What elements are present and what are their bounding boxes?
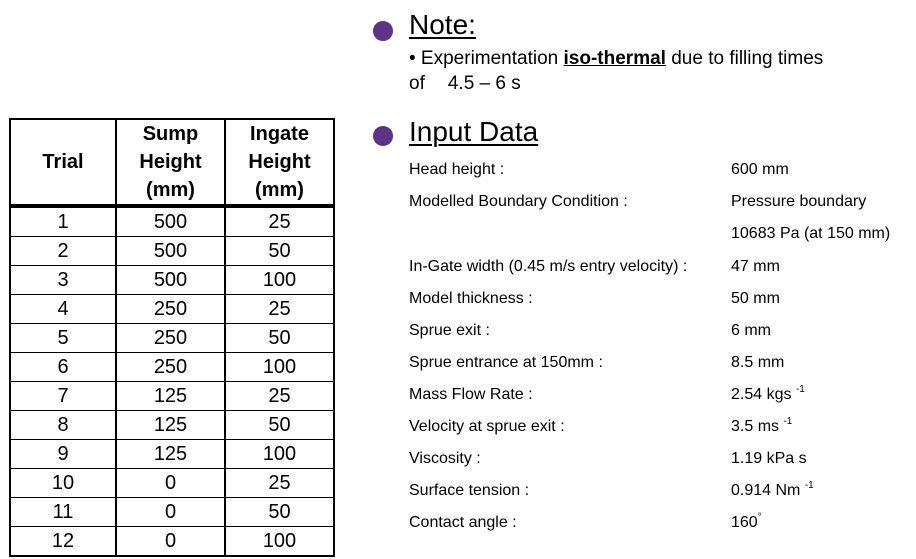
trial-cell: 11 bbox=[10, 498, 116, 527]
note-bullet-icon bbox=[373, 21, 393, 41]
ingate-height-cell: 50 bbox=[225, 237, 334, 266]
input-data-row bbox=[409, 350, 909, 376]
input-data-label: Viscosity : bbox=[409, 450, 481, 467]
input-data-bullet-icon bbox=[373, 126, 393, 146]
ingate-height-cell: 100 bbox=[225, 527, 334, 557]
input-data-label: Head height : bbox=[409, 161, 505, 178]
input-data-label: Modelled Boundary Condition : bbox=[409, 193, 628, 210]
input-data-value: 1.19 kPa s bbox=[731, 450, 807, 467]
input-data-row bbox=[409, 446, 909, 472]
trial-cell: 2 bbox=[10, 237, 116, 266]
input-data-row bbox=[409, 318, 909, 344]
sump-height-cell: 0 bbox=[116, 498, 225, 527]
input-data-value: 2.54 kgs $^{-1}$ bbox=[731, 384, 805, 403]
input-data-row bbox=[409, 478, 909, 504]
table-row bbox=[10, 324, 334, 353]
trial-cell: 6 bbox=[10, 353, 116, 382]
trial-cell: 10 bbox=[10, 469, 116, 498]
sump-height-cell: 0 bbox=[116, 469, 225, 498]
input-data-value: 50 mm bbox=[731, 290, 780, 307]
table-header-row bbox=[10, 119, 334, 206]
unit-superscript: -1 bbox=[783, 416, 793, 427]
sump-height-cell: 250 bbox=[116, 324, 225, 353]
input-data-value: 3.5 ms $^{-1}$ bbox=[731, 416, 793, 435]
note-iso-thermal: iso-thermal bbox=[563, 48, 666, 69]
ingate-height-cell: 100 bbox=[225, 266, 334, 295]
ingate-height-cell: 50 bbox=[225, 324, 334, 353]
ingate-height-cell: 25 bbox=[225, 469, 334, 498]
input-data-row bbox=[409, 189, 909, 215]
table-row bbox=[10, 382, 334, 411]
input-data-value: 10683 Pa (at 150 mm) bbox=[731, 225, 891, 242]
input-data-label: Surface tension : bbox=[409, 482, 530, 499]
sump-height-cell: 125 bbox=[116, 382, 225, 411]
input-data-label: Contact angle : bbox=[409, 514, 517, 531]
trial-cell: 12 bbox=[10, 527, 116, 557]
input-data-value: 8.5 mm bbox=[731, 354, 785, 371]
note-line-2: of 4.5 – 6 s bbox=[409, 73, 521, 94]
sump-height-cell: 125 bbox=[116, 411, 225, 440]
sump-height-cell: 500 bbox=[116, 206, 225, 237]
ingate-height-cell: 50 bbox=[225, 498, 334, 527]
sump-height-cell: 125 bbox=[116, 440, 225, 469]
trial-cell: 5 bbox=[10, 324, 116, 353]
input-data-value: 0.914 Nm $^{-1}$ bbox=[731, 480, 814, 499]
trial-cell: 1 bbox=[10, 206, 116, 237]
input-data-value: 600 mm bbox=[731, 161, 789, 178]
table-row bbox=[10, 469, 334, 498]
input-data-row bbox=[409, 414, 909, 440]
input-data-value: Pressure boundary bbox=[731, 193, 867, 210]
sump-height-cell: 0 bbox=[116, 527, 225, 557]
note-line-1: • Experimentation iso-thermal due to filling times bbox=[409, 48, 824, 69]
header-sump-height: Sump Height (mm) bbox=[116, 119, 225, 206]
table-row bbox=[10, 266, 334, 295]
table-row bbox=[10, 440, 334, 469]
filling-time-range: 4.5 – 6 s bbox=[447, 73, 521, 94]
input-data-row bbox=[409, 221, 909, 247]
trial-cell: 8 bbox=[10, 411, 116, 440]
trial-cell: 9 bbox=[10, 440, 116, 469]
input-data-row bbox=[409, 254, 909, 280]
sump-height-cell: 250 bbox=[116, 353, 225, 382]
input-data-row bbox=[409, 157, 909, 183]
input-data-value: 6 mm bbox=[731, 322, 771, 339]
trial-cell: 4 bbox=[10, 295, 116, 324]
sump-height-cell: 250 bbox=[116, 295, 225, 324]
table-row bbox=[10, 411, 334, 440]
input-data-label: In-Gate width (0.45 m/s entry velocity) : bbox=[409, 258, 688, 275]
note-heading: Note: bbox=[409, 9, 476, 40]
input-data-row bbox=[409, 510, 909, 536]
input-data-label: Velocity at sprue exit : bbox=[409, 418, 565, 435]
ingate-height-cell: 25 bbox=[225, 382, 334, 411]
trial-cell: 3 bbox=[10, 266, 116, 295]
table-row bbox=[10, 527, 334, 557]
trial-table bbox=[9, 118, 335, 557]
input-data-heading: Input Data bbox=[409, 116, 539, 147]
header-ingate-height: Ingate Height (mm) bbox=[225, 119, 334, 206]
input-data-label: Model thickness : bbox=[409, 290, 533, 307]
header-trial: Trial bbox=[10, 119, 116, 206]
table-row bbox=[10, 237, 334, 266]
input-data-label: Sprue entrance at 150mm : bbox=[409, 354, 603, 371]
unit-superscript: -1 bbox=[804, 480, 814, 491]
input-data-row bbox=[409, 382, 909, 408]
input-data-value: 47 mm bbox=[731, 258, 780, 275]
table-row bbox=[10, 498, 334, 527]
ingate-height-cell: 100 bbox=[225, 440, 334, 469]
unit-superscript: ° bbox=[757, 512, 762, 523]
input-data-row bbox=[409, 286, 909, 312]
input-data-label: Sprue exit : bbox=[409, 322, 490, 339]
input-data-label: Mass Flow Rate : bbox=[409, 386, 533, 403]
ingate-height-cell: 50 bbox=[225, 411, 334, 440]
sump-height-cell: 500 bbox=[116, 237, 225, 266]
unit-superscript: -1 bbox=[795, 384, 805, 395]
sump-height-cell: 500 bbox=[116, 266, 225, 295]
ingate-height-cell: 25 bbox=[225, 295, 334, 324]
table-row bbox=[10, 295, 334, 324]
input-data-value: 160° bbox=[731, 512, 762, 531]
table-row bbox=[10, 206, 334, 237]
ingate-height-cell: 100 bbox=[225, 353, 334, 382]
trial-cell: 7 bbox=[10, 382, 116, 411]
table-row bbox=[10, 353, 334, 382]
ingate-height-cell: 25 bbox=[225, 206, 334, 237]
